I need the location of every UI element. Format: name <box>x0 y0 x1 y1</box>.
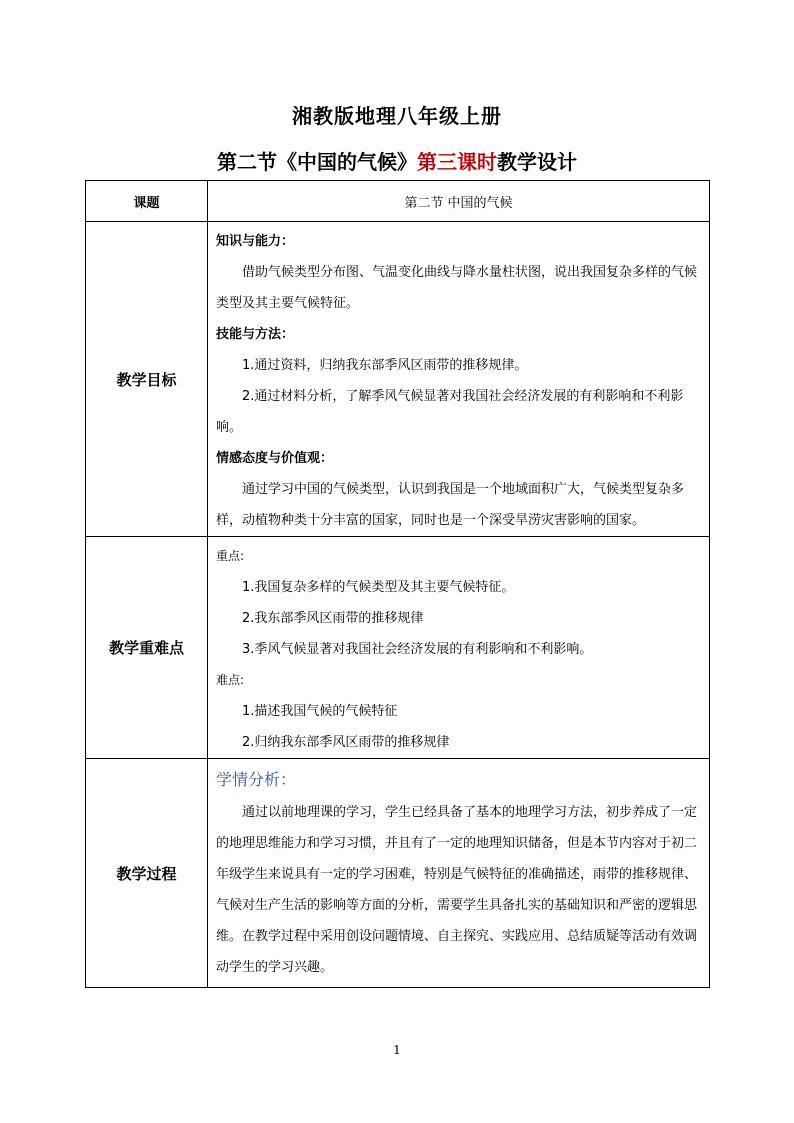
topic-label: 课题 <box>86 181 208 222</box>
analysis-heading: 学情分析： <box>216 770 297 789</box>
skills-heading: 技能与方法： <box>216 327 295 342</box>
attitude-heading: 情感态度与价值观： <box>216 451 334 466</box>
lesson-plan-table <box>85 180 710 988</box>
key-item-2: 2.我东部季风区雨带的推移规律 <box>242 611 424 626</box>
subtitle-part3: 教学设计 <box>497 150 577 174</box>
difficulty-item-1: 1.描述我国气候的气候特征 <box>242 704 398 719</box>
table-row-goals <box>86 222 710 537</box>
table-row-keypoints <box>86 537 710 759</box>
skills-item-1: 1.通过资料，归纳我东部季风区雨带的推移规律。 <box>242 358 528 373</box>
topic-value: 第二节 中国的气候 <box>208 181 710 222</box>
key-item-3: 3.季风气候显著对我国社会经济发展的有利影响和不利影响。 <box>242 642 593 657</box>
keypoints-content <box>208 537 710 759</box>
goals-content <box>208 222 710 537</box>
page-number: 1 <box>393 1043 401 1057</box>
document-title: 湘教版地理八年级上册 <box>292 104 502 128</box>
knowledge-heading: 知识与能力： <box>216 234 295 249</box>
document-subtitle <box>0 146 794 175</box>
process-label: 教学过程 <box>86 759 208 988</box>
knowledge-text: 借助气候类型分布图、气温变化曲线与降水量柱状图，说出我国复杂多样的气候类型及其主要气候特征。 <box>216 265 698 311</box>
process-content <box>208 759 710 988</box>
keypoints-label: 教学重难点 <box>86 537 208 759</box>
table-row-process <box>86 759 710 988</box>
subtitle-lesson-number: 第三课时 <box>417 150 497 174</box>
goals-label: 教学目标 <box>86 222 208 537</box>
key-heading: 重点: <box>216 549 245 563</box>
difficulty-heading: 难点: <box>216 673 245 687</box>
analysis-text: 通过以前地理课的学习，学生已经具备了基本的地理学习方法，初步养成了一定的地理思维能力和学习习惯，并且有了一定的地理知识储备，但是本节内容对于初二年级学生来说具有一定的学习困难，特别是气候特征的准确描述，雨带的推移规律、气候对生产生活的影响等方面的分析，需要学生具备扎实的基础知识和严密的逻辑思维。在教学过程中采用创设问题情境、自主探究、实践应用、总结质疑等活动有效调动学生的学习兴趣。 <box>216 805 698 975</box>
subtitle-part1: 第二节《中国的气候》 <box>217 150 417 174</box>
difficulty-item-2: 2.归纳我东部季风区雨带的推移规律 <box>242 735 450 750</box>
skills-item-2: 2.通过材料分析，了解季风气候显著对我国社会经济发展的有利影响和不利影响。 <box>216 389 684 435</box>
key-item-1: 1.我国复杂多样的气候类型及其主要气候特征。 <box>242 580 515 595</box>
table-row-topic <box>86 181 710 222</box>
attitude-text: 通过学习中国的气候类型，认识到我国是一个地域面积广大，气候类型复杂多样，动植物种类十分丰富的国家，同时也是一个深受旱涝灾害影响的国家。 <box>216 482 685 528</box>
